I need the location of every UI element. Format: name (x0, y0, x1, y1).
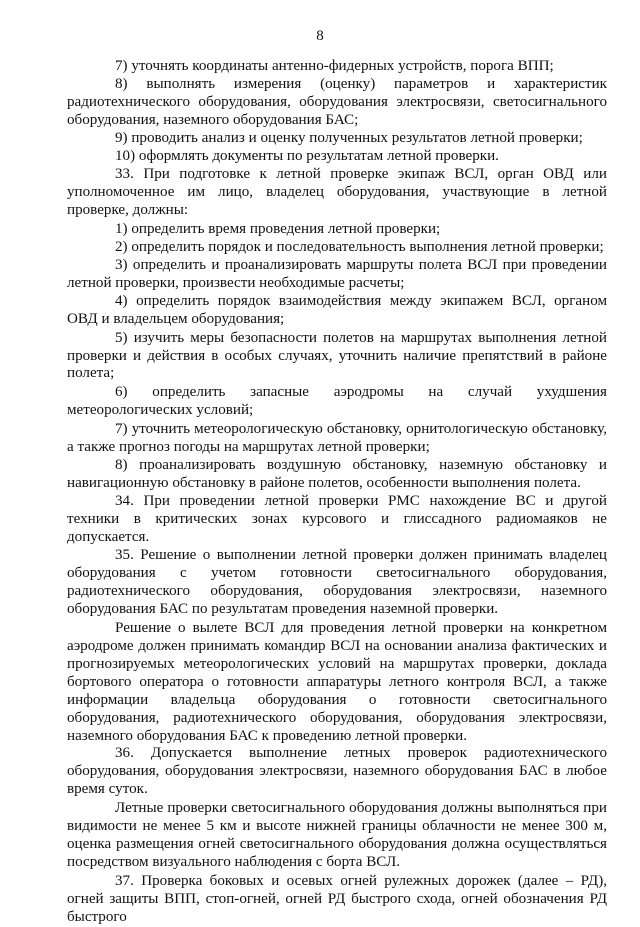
paragraph-item-9-analysis: 9) проводить анализ и оценку полученных результатов летной проверки; (115, 129, 583, 146)
paragraph-33-item-2: 2) определить порядок и последовательность выполнения летной проверки; (115, 239, 604, 256)
paragraph-33-item-5: 5) изучить меры безопасности полетов на маршрутах выполнения летной проверки и действия в особых случаях, уточнить наличие препятствий в районе полета; (67, 329, 607, 382)
document-body (67, 58, 607, 927)
paragraph-item-10-documents: 10) оформлять документы по результатам летной проверки. (115, 147, 499, 164)
paragraph-clause-37: 37. Проверка боковых и осевых огней рулежных дорожек (далее – РД), огней защиты ВПП, стоп-огней, огней РД быстрого схода, огней обозначения РД быстрого (67, 872, 607, 925)
paragraph-departure-decision: Решение о вылете ВСЛ для проведения летной проверки на конкретном аэродроме должен принимать командир ВСЛ на основании анализа фактических и прогнозируемых метеорологических условий на маршрутах проверки, доклада бортового оператора о готовности аппаратуры летного контроля ВСЛ, а также информации владельца оборудования о готовности светосигнального оборудования, радиотехнического оборудования, оборудования электросвязи, наземного оборудования БАС к проведению летной проверки. (67, 620, 607, 744)
paragraph-33-item-6: 6) определить запасные аэродромы на случай ухудшения метеорологических условий; (67, 384, 607, 419)
paragraph-33-item-7: 7) уточнить метеорологическую обстановку, орнитологическую обстановку, а также прогноз погоды на маршрутах летной проверки; (67, 421, 607, 456)
paragraph-33-item-3: 3) определить и проанализировать маршруты полета ВСЛ при проведении летной проверки, произвести необходимые расчеты; (67, 256, 607, 291)
page-number: 8 (316, 28, 324, 44)
paragraph-clause-34: 34. При проведении летной проверки РМС нахождение ВС и другой техники в критических зонах курсового и глиссадного радиомаяков не допускается. (67, 492, 607, 545)
paragraph-33-item-8: 8) проанализировать воздушную обстановку, наземную обстановку и навигационную обстановку в районе полетов, особенности выполнения полета. (67, 456, 607, 491)
paragraph-clause-33: 33. При подготовке к летной проверке экипаж ВСЛ, орган ОВД или уполномоченное им лицо, владелец оборудования, участвующие в летной проверке, должны: (67, 166, 607, 219)
paragraph-lighting-checks: Летные проверки светосигнального оборудования должны выполняться при видимости не менее 5 км и высоте нижней границы облачности не менее 300 м, оценка размещения огней светосигнального оборудования должна осуществляться посредством визуального наблюдения с борта ВСЛ. (67, 800, 607, 870)
paragraph-item-8-measurements: 8) выполнять измерения (оценку) параметров и характеристик радиотехнического оборудования, оборудования электросвязи, светосигнального оборудования, наземного оборудования БАС; (67, 75, 607, 128)
paragraph-clause-36: 36. Допускается выполнение летных проверок радиотехнического оборудования, оборудования электросвязи, наземного оборудования БАС в любое время суток. (67, 745, 607, 798)
paragraph-clause-35: 35. Решение о выполнении летной проверки должен принимать владелец оборудования с учетом готовности светосигнального оборудования, радиотехнического оборудования, оборудования электросвязи, наземного оборудования БАС по результатам проведения наземной проверки. (67, 547, 607, 618)
paragraph-33-item-1: 1) определить время проведения летной проверки; (115, 221, 441, 238)
paragraph-33-item-4: 4) определить порядок взаимодействия между экипажем ВСЛ, органом ОВД и владельцем оборудования; (67, 292, 607, 327)
paragraph-item-7-coordinates: 7) уточнять координаты антенно-фидерных устройств, порога ВПП; (115, 58, 554, 74)
